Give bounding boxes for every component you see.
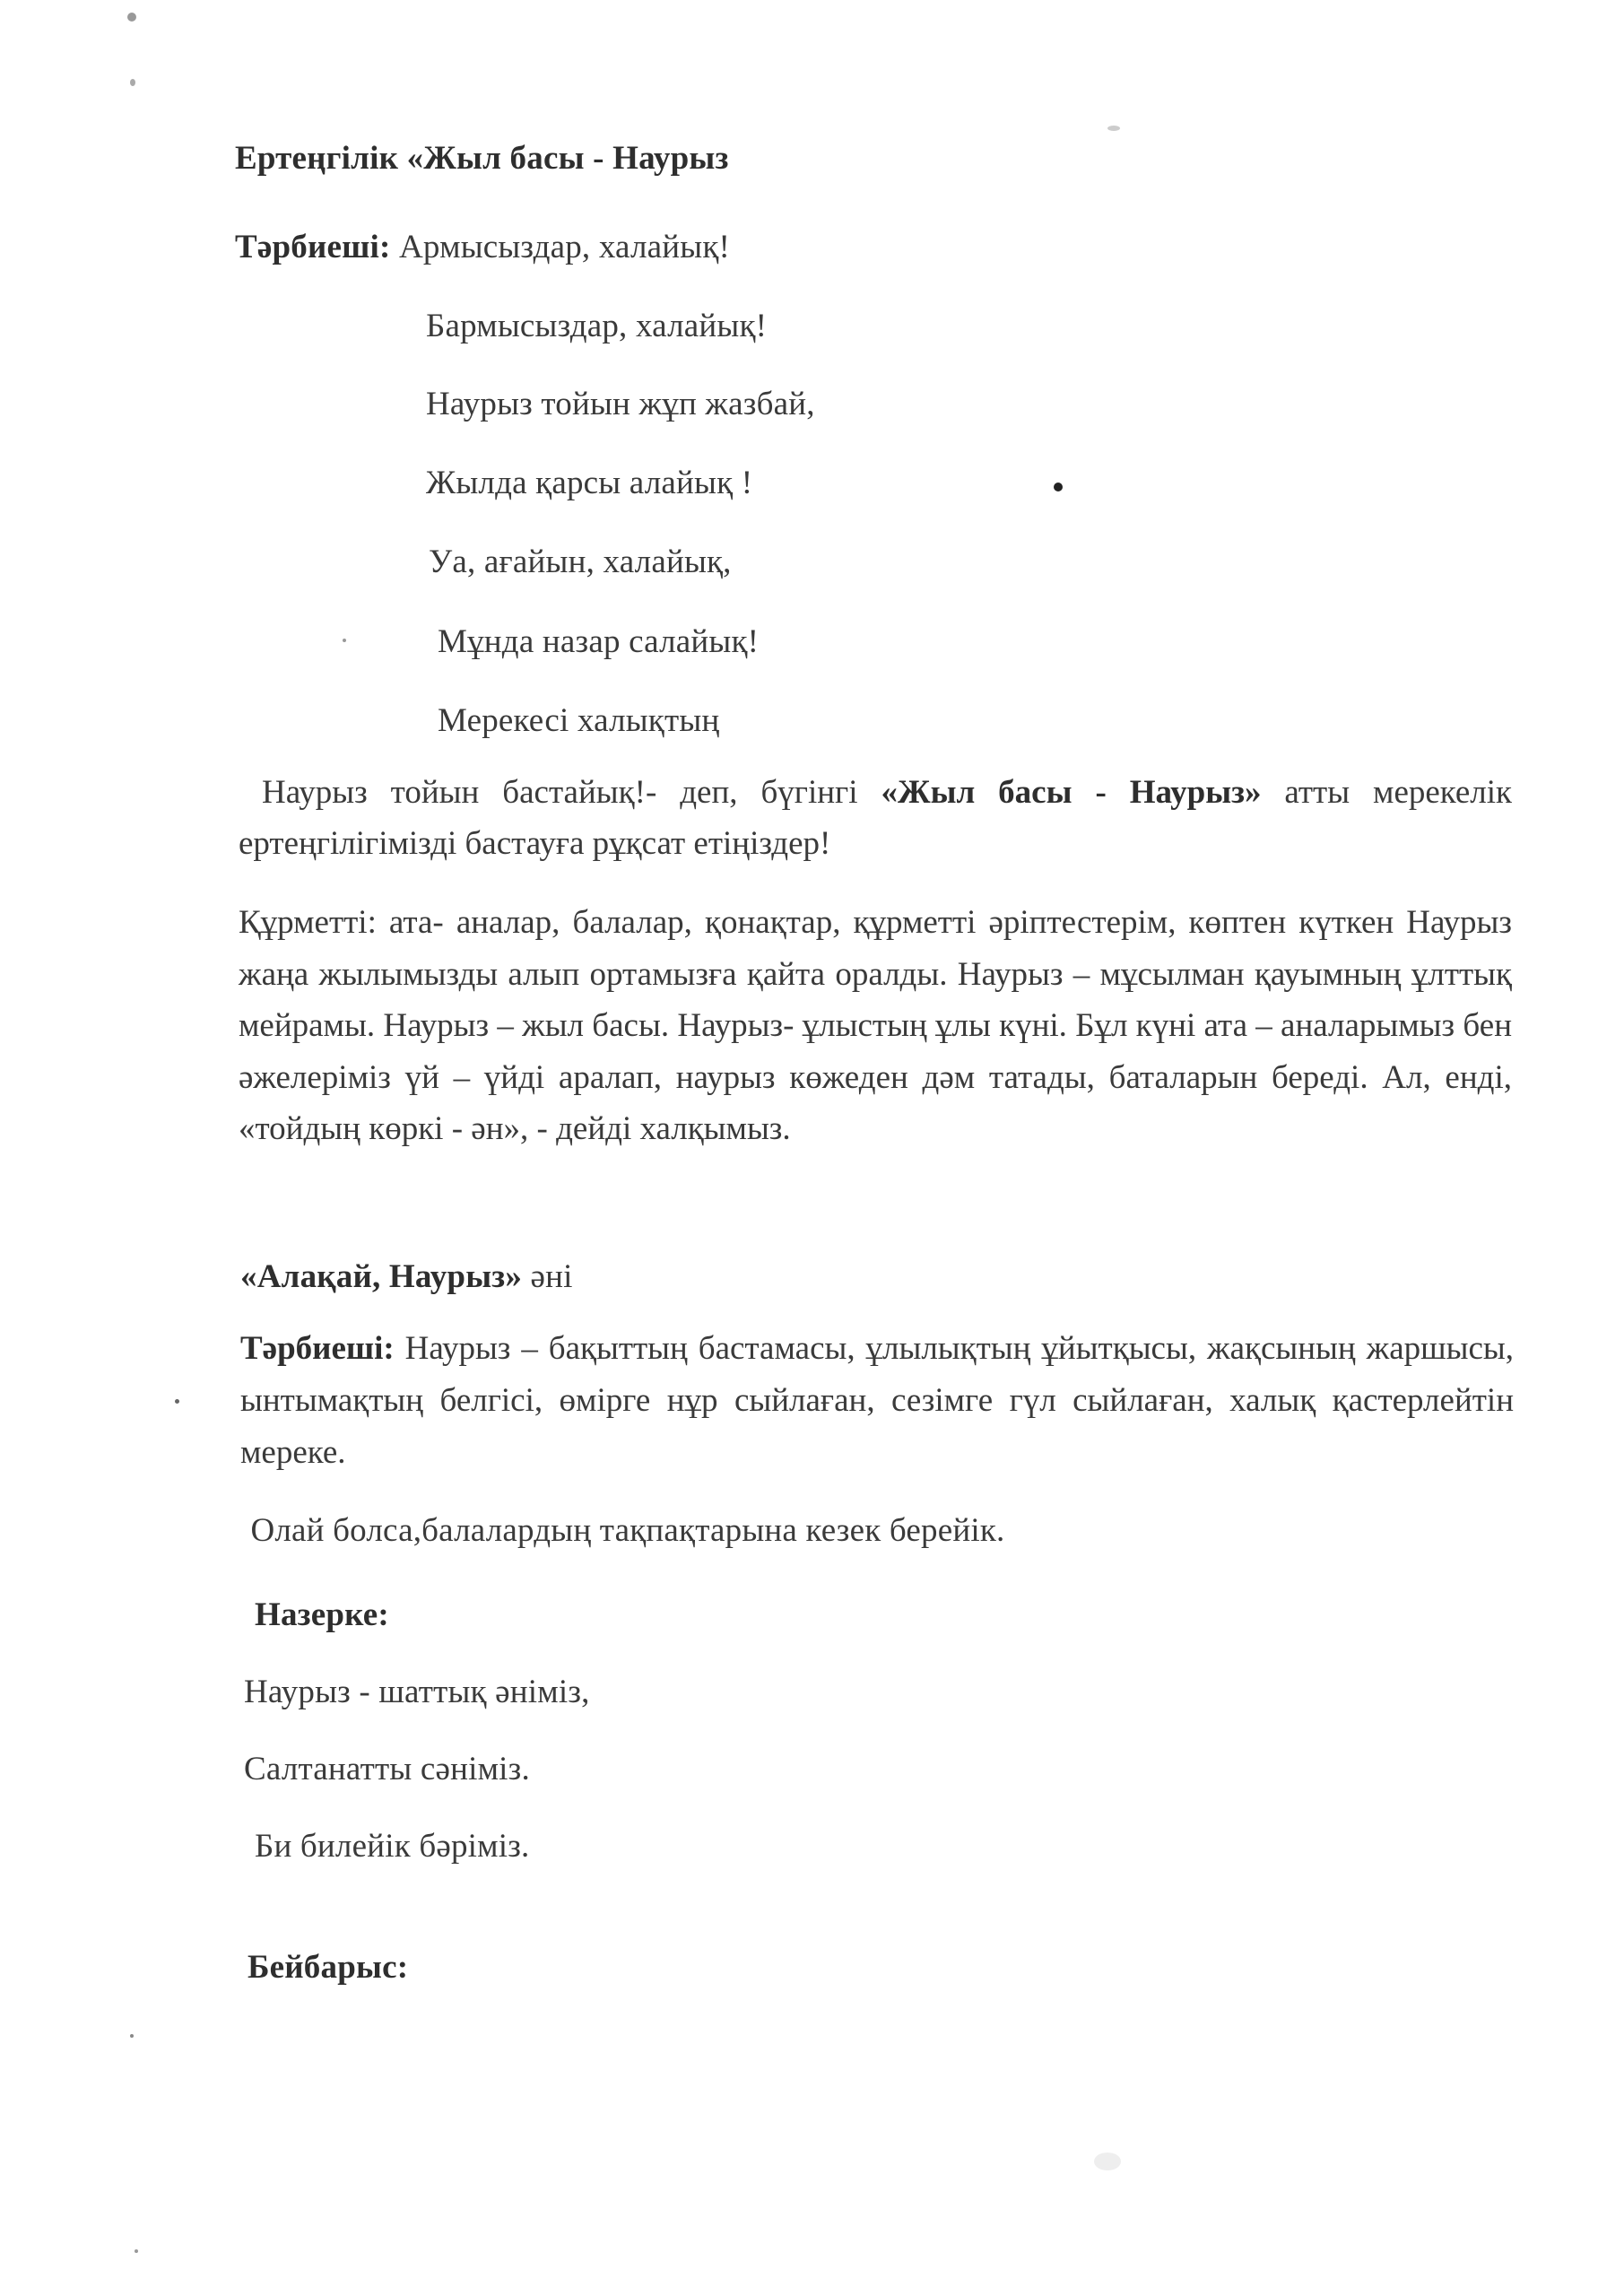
song-suffix: әні: [522, 1258, 573, 1295]
scan-speck: [127, 13, 136, 22]
intro-line-1: [235, 230, 730, 264]
child-name: [248, 1951, 408, 1984]
verse-line: Наурыз - шаттық әніміз,: [244, 1674, 590, 1710]
verse-line: Бармысыздар, халайық!: [426, 308, 768, 344]
document-title-text: Ертеңгілік «Жыл басы - Наурыз: [235, 140, 729, 177]
scan-speck: [343, 639, 346, 642]
verse-line: Мерекесі халықтың: [438, 702, 720, 739]
verse-line: Наурыз тойын жұп жазбай,: [426, 386, 815, 422]
scan-speck: [130, 2034, 134, 2038]
scan-speck: [175, 1399, 179, 1404]
teacher-paragraph: [240, 1323, 1514, 1479]
invite-line: [242, 1514, 1004, 1547]
opening-text-start: Наурыз тойын бастайық!- деп, бүгінгі: [261, 774, 881, 811]
verse-line: Армысыздар, халайық!: [399, 229, 731, 265]
scan-speck: [130, 79, 135, 86]
song-title: «Алақай, Наурыз»: [240, 1258, 523, 1295]
speaker-label: Тәрбиеші:: [240, 1330, 395, 1367]
verse-line: Салтанатты сәніміз.: [244, 1751, 530, 1787]
speaker-label: Тәрбиеші:: [235, 229, 391, 265]
verse-line: Жылда қарсы алайық !: [426, 465, 753, 501]
scan-speck: [135, 2249, 138, 2253]
invite-text: Олай болса,балалардың тақпақтарына кезек берейік.: [250, 1512, 1005, 1549]
opening-text-end: атты мерекелік ертеңгілігімізді бастауға рұқсат етіңіздер!: [239, 774, 1513, 862]
scan-speck: [1054, 483, 1063, 491]
verse-line: Уа, ағайын, халайық,: [429, 544, 732, 580]
scan-speck: [1094, 2152, 1121, 2170]
verse-line: Би билейік бәріміз.: [255, 1828, 530, 1865]
scan-speck: [1107, 126, 1120, 131]
child-name-label: Назерке:: [255, 1596, 389, 1633]
document-title: [235, 142, 729, 175]
child-name: [255, 1598, 389, 1631]
teacher-text: Наурыз – бақыттың бастамасы, ұлылықтың ұйытқысы, жақсының жаршысы, ынтымақтың белгісі, өмірге нұр сыйлаған, сезімге гүл сыйлаған, халық қастерлейтін мереке.: [240, 1330, 1514, 1471]
opening-paragraph: [239, 767, 1512, 869]
welcome-paragraph: Құрметті: ата- аналар, балалар, қонақтар, құрметті әріптестерім, көптен күткен Наурыз жаңа жылымызды алып ортамызға қайта оралды. Наурыз – мұсылман қауымның ұлттық мейрамы. Наурыз – жыл басы. Наурыз- ұлыстың ұлы күні. Бұл күні ата – аналарымыз бен әжелеріміз үй – үйді аралап, наурыз көжеден дәм татады, баталарын береді. Ал, енді, «тойдың көркі - ән», - дейді халқымыз.: [239, 904, 1512, 1147]
child-name-label: Бейбарыс:: [248, 1949, 409, 1986]
verse-line: Мұнда назар салайық!: [438, 623, 760, 660]
song-heading: [240, 1260, 573, 1293]
event-name: «Жыл басы - Наурыз»: [881, 774, 1262, 811]
